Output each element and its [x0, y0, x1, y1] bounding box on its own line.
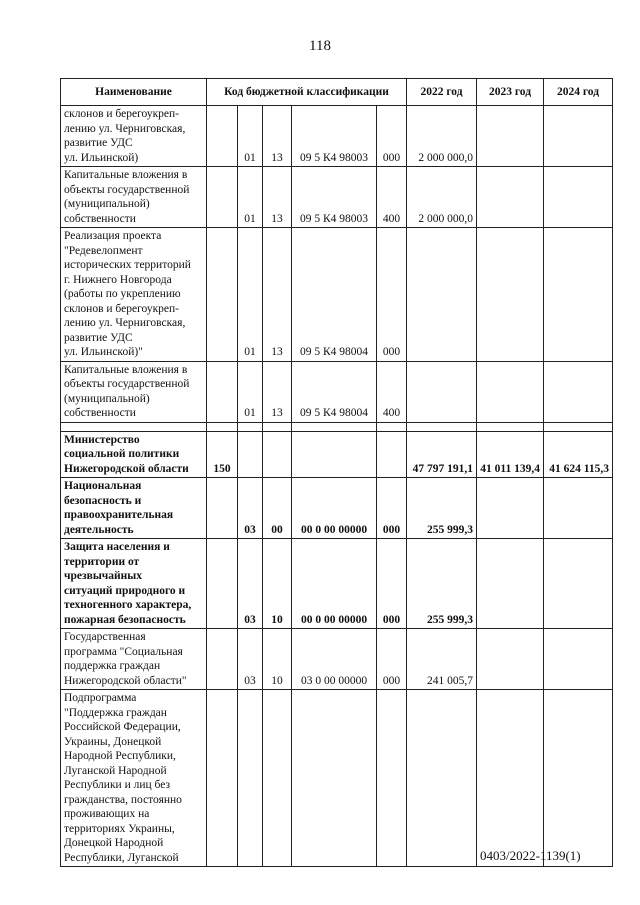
amount-2024-cell	[544, 478, 613, 539]
page-number: 118	[309, 38, 331, 54]
target-item-code-cell: 09 5 К4 98004	[292, 361, 377, 422]
section-code-cell: 03	[238, 629, 263, 690]
table-row	[61, 629, 613, 690]
amount-2022-cell: 2 000 000,0	[407, 106, 477, 167]
row-name-cell: Капитальные вложения в объекты государственной (муниципальной) собственности	[61, 167, 207, 228]
expense-type-code-cell	[377, 690, 407, 867]
grbs-code-cell	[207, 228, 238, 362]
grbs-code-cell	[207, 690, 238, 867]
subsection-code-cell: 00	[263, 478, 292, 539]
expense-type-code-cell: 000	[377, 629, 407, 690]
spacer-cell	[377, 422, 407, 431]
expense-type-code-cell: 400	[377, 361, 407, 422]
expense-type-code-cell: 000	[377, 228, 407, 362]
amount-2023-cell	[477, 629, 544, 690]
document-id: 0403/2022-1139(1)	[480, 848, 581, 863]
spacer-cell	[238, 422, 263, 431]
amount-2023-cell	[477, 106, 544, 167]
amount-2023-cell	[477, 361, 544, 422]
grbs-code-cell	[207, 539, 238, 629]
amount-2024-cell	[544, 361, 613, 422]
table-row	[61, 431, 613, 478]
amount-2024-cell: 41 624 115,3	[544, 431, 613, 478]
header-name: Наименование	[61, 79, 207, 106]
subsection-code-cell	[263, 690, 292, 867]
row-name-cell: Государственная программа "Социальная поддержка граждан Нижегородской области"	[61, 629, 207, 690]
table-row	[61, 106, 613, 167]
target-item-code-cell	[292, 431, 377, 478]
spacer-cell	[544, 422, 613, 431]
grbs-code-cell	[207, 361, 238, 422]
header-2024: 2024 год	[544, 79, 613, 106]
grbs-code-cell: 150	[207, 431, 238, 478]
spacer-cell	[477, 422, 544, 431]
amount-2024-cell	[544, 629, 613, 690]
section-code-cell: 03	[238, 478, 263, 539]
target-item-code-cell: 00 0 00 00000	[292, 539, 377, 629]
table-row	[61, 228, 613, 362]
subsection-code-cell: 13	[263, 361, 292, 422]
amount-2022-cell	[407, 361, 477, 422]
section-code-cell: 01	[238, 361, 263, 422]
amount-2024-cell	[544, 106, 613, 167]
expense-type-code-cell: 000	[377, 478, 407, 539]
amount-2024-cell	[544, 539, 613, 629]
amount-2023-cell	[477, 478, 544, 539]
section-code-cell: 01	[238, 106, 263, 167]
amount-2023-cell: 41 011 139,4	[477, 431, 544, 478]
amount-2022-cell: 255 999,3	[407, 539, 477, 629]
target-item-code-cell: 09 5 К4 98003	[292, 167, 377, 228]
subsection-code-cell: 10	[263, 539, 292, 629]
amount-2022-cell: 241 005,7	[407, 629, 477, 690]
grbs-code-cell	[207, 106, 238, 167]
amount-2023-cell	[477, 690, 544, 867]
amount-2024-cell	[544, 228, 613, 362]
amount-2022-cell	[407, 228, 477, 362]
header-2022: 2022 год	[407, 79, 477, 106]
table-row	[61, 478, 613, 539]
amount-2022-cell: 2 000 000,0	[407, 167, 477, 228]
amount-2022-cell	[407, 690, 477, 867]
grbs-code-cell	[207, 167, 238, 228]
amount-2024-cell	[544, 167, 613, 228]
table-row	[61, 167, 613, 228]
row-name-cell: Реализация проекта "Редевелопмент исторических территорий г. Нижнего Новгорода (работы по укреплению склонов и берегоукреп- лению ул. Черниговская, развитие УДС ул. Ильинской)"	[61, 228, 207, 362]
spacer-cell	[263, 422, 292, 431]
table-row	[61, 690, 613, 867]
target-item-code-cell	[292, 690, 377, 867]
table-body	[61, 106, 613, 867]
row-name-cell: Подпрограмма "Поддержка граждан Российской Федерации, Украины, Донецкой Народной Республики, Луганской Народной Республики и лиц без гражданства, постоянно проживающих на территориях Украины, Донецкой Народной Республики, Луганской	[61, 690, 207, 867]
table-row	[61, 539, 613, 629]
row-name-cell: склонов и берегоукреп- лению ул. Черниговская, развитие УДС ул. Ильинской)	[61, 106, 207, 167]
subsection-code-cell: 13	[263, 106, 292, 167]
section-code-cell: 01	[238, 167, 263, 228]
amount-2023-cell	[477, 228, 544, 362]
spacer-cell	[407, 422, 477, 431]
header-code: Код бюджетной классификации	[207, 79, 407, 106]
amount-2022-cell: 47 797 191,1	[407, 431, 477, 478]
row-name-cell: Защита населения и территории от чрезвычайных ситуаций природного и техногенного характера, пожарная безопасность	[61, 539, 207, 629]
row-name-cell: Министерство социальной политики Нижегородской области	[61, 431, 207, 478]
spacer-cell	[292, 422, 377, 431]
row-name-cell: Национальная безопасность и правоохранительная деятельность	[61, 478, 207, 539]
spacer-cell	[61, 422, 207, 431]
expense-type-code-cell: 000	[377, 106, 407, 167]
grbs-code-cell	[207, 629, 238, 690]
grbs-code-cell	[207, 478, 238, 539]
expense-type-code-cell	[377, 431, 407, 478]
section-code-cell	[238, 690, 263, 867]
expense-type-code-cell: 400	[377, 167, 407, 228]
expense-type-code-cell: 000	[377, 539, 407, 629]
row-name-cell: Капитальные вложения в объекты государственной (муниципальной) собственности	[61, 361, 207, 422]
budget-table	[60, 78, 613, 867]
amount-2022-cell: 255 999,3	[407, 478, 477, 539]
section-code-cell	[238, 431, 263, 478]
amount-2024-cell	[544, 690, 613, 867]
target-item-code-cell: 09 5 К4 98003	[292, 106, 377, 167]
spacer-cell	[207, 422, 238, 431]
target-item-code-cell: 09 5 К4 98004	[292, 228, 377, 362]
section-code-cell: 03	[238, 539, 263, 629]
spacer-row	[61, 422, 613, 431]
subsection-code-cell: 13	[263, 228, 292, 362]
table-row	[61, 361, 613, 422]
target-item-code-cell: 00 0 00 00000	[292, 478, 377, 539]
table-header-row	[61, 79, 613, 106]
subsection-code-cell: 10	[263, 629, 292, 690]
amount-2023-cell	[477, 539, 544, 629]
subsection-code-cell: 13	[263, 167, 292, 228]
header-2023: 2023 год	[477, 79, 544, 106]
subsection-code-cell	[263, 431, 292, 478]
amount-2023-cell	[477, 167, 544, 228]
section-code-cell: 01	[238, 228, 263, 362]
target-item-code-cell: 03 0 00 00000	[292, 629, 377, 690]
